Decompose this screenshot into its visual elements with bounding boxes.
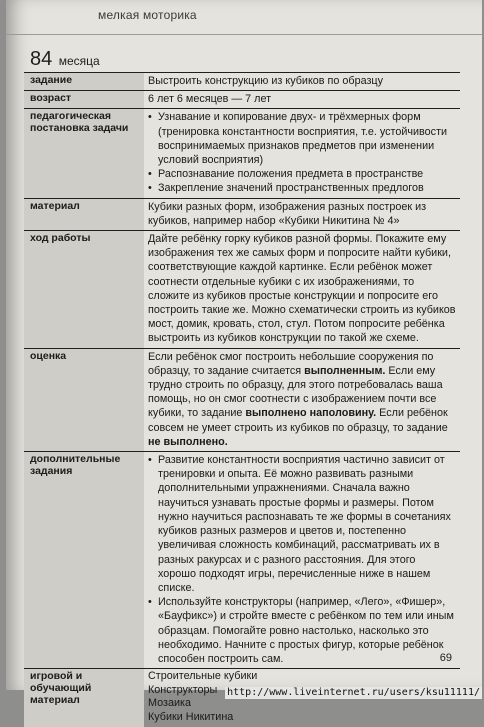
result-done: выполненным. bbox=[304, 364, 386, 377]
assessment-text: Если ребёнок смог построить небольшие сооружения по образцу, то задание считается выполненным. Если ему трудно строить по образцу, для этого потребовалась ваша помощь, но он смог соотнести с изображением почти все кубики, то задание выполнено наполовину. Если ребёнок совсем не умеет строить из кубиков по образцу, то задание не выполнено. bbox=[148, 350, 448, 448]
label-goal: педагогическая постановка задачи bbox=[24, 109, 144, 197]
row-additional bbox=[24, 451, 460, 668]
list-item: • Узнавание и копирование двух- и трёхмерных форм (тренировка константности восприятия, т.е. устойчивости воспринимаемых признаков предметов при изменении условий восприятия) bbox=[148, 110, 456, 167]
running-header: мелкая моторика bbox=[98, 8, 197, 22]
label-procedure: ход работы bbox=[24, 231, 144, 348]
label-task: задание bbox=[24, 73, 144, 90]
row-goal bbox=[24, 108, 460, 197]
row-material bbox=[24, 198, 460, 230]
material-text: Кубики разных форм, изображения разных построек из кубиков, например набор «Кубики Никитина № 4» bbox=[148, 200, 427, 227]
procedure-text: Дайте ребёнку горку кубиков разной формы. Покажите ему изображения тех же самых форм и попросите найти кубики, соответствующие каждой картинке. Если ребёнок может соотнести отдельные кубики с их изображениями, то сложите из кубиков простые конструкции и попросите его построить такие же. Можно схематически строить из кубиков мост, домик, кровать, стол, стул. Потом попросите ребёнка выстроить из кубиков конструкции по такой же схеме. bbox=[148, 233, 456, 345]
header-divider bbox=[6, 34, 482, 35]
goal-list bbox=[144, 109, 460, 197]
row-age bbox=[24, 90, 460, 108]
watermark-url: http://www.liveinternet.ru/users/ksu11111/ bbox=[227, 687, 480, 698]
list-item: • Развитие константности восприятия частично зависит от тренировки и опыта. Её можно развивать разными дополнительными упражнениями. Сначала важно научиться узнавать простые формы и размеры. Потом нужно научиться распознавать те же формы в сочетаниях кубиков разных размеров и цветов и, постепенно увеличивая сложность комбинаций, рассматривать их в разных ракурсах и с разного расстояния. Для этого хорошо подходят игры, перечисленные ниже в нашем списке. bbox=[148, 453, 456, 595]
result-half: выполнено наполовину. bbox=[245, 407, 377, 420]
task-text: Выстроить конструкцию из кубиков по образцу bbox=[148, 75, 383, 87]
age-text: 6 лет 6 месяцев — 7 лет bbox=[148, 93, 272, 106]
list-item: • Используйте конструкторы (например, «Лего», «Фишер», «Бауфикс») и стройте вместе с ребёнком по тем или иным образцам. Помогайте ровно настолько, насколько это необходимо. Начните с простых фигур, которые ребёнок способен построить сам. bbox=[148, 595, 456, 666]
row-task bbox=[24, 72, 460, 90]
age-badge bbox=[30, 48, 100, 71]
task-table bbox=[24, 72, 460, 727]
page-number: 69 bbox=[439, 652, 452, 664]
age-number: 84 bbox=[30, 48, 53, 70]
label-games: игровой и обучающий материал bbox=[24, 669, 144, 726]
list-item: Мозаика bbox=[148, 697, 191, 710]
label-additional: дополнительные задания bbox=[24, 452, 144, 668]
row-assessment bbox=[24, 348, 460, 451]
result-not-done: не выполнено. bbox=[148, 435, 228, 448]
additional-list bbox=[144, 452, 460, 668]
label-material: материал bbox=[24, 199, 144, 230]
row-procedure bbox=[24, 230, 460, 348]
age-unit: месяца bbox=[58, 54, 100, 68]
list-item: • Закрепление значений пространственных предлогов bbox=[148, 181, 456, 195]
list-item: Конструкторы bbox=[148, 683, 218, 696]
label-assessment: оценка bbox=[24, 349, 144, 451]
list-item: Кубики Никитина bbox=[148, 710, 234, 723]
list-item: • Распознавание положения предмета в пространстве bbox=[148, 167, 456, 181]
list-item: Строительные кубики bbox=[148, 670, 258, 683]
label-age: возраст bbox=[24, 91, 144, 108]
